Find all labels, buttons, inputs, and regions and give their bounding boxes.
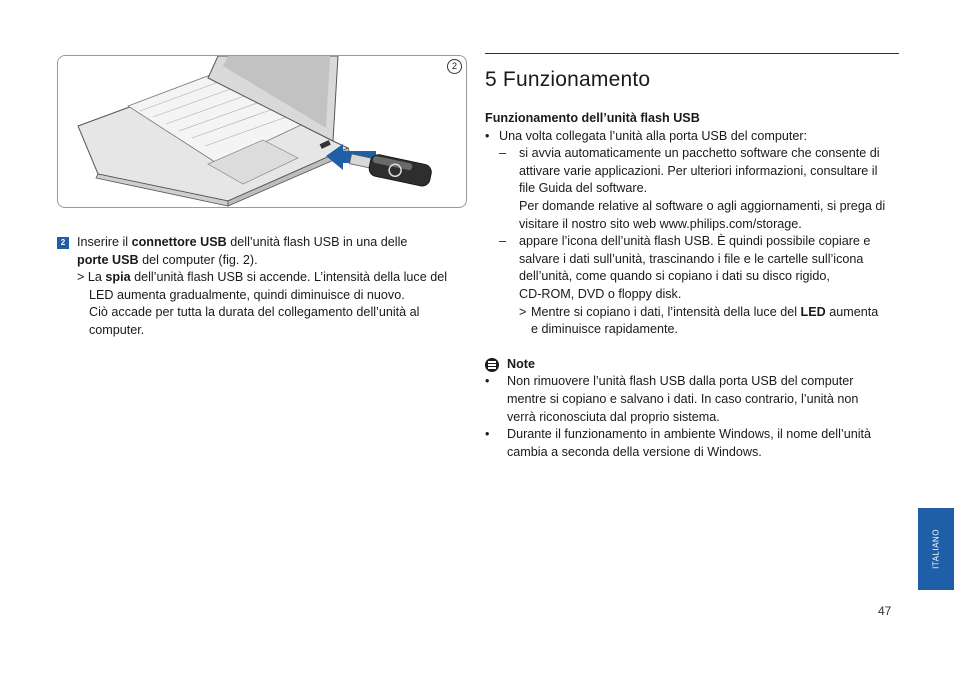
text: dell’unità flash USB si accende. L’intensità della luce del: [130, 270, 448, 285]
step-number-badge: 2: [57, 237, 69, 249]
text-bold: LED: [800, 304, 826, 319]
dash-text: salvare i dati sull’unità, trascinando i file e le cartelle sull’icona: [519, 251, 864, 266]
note-text: mentre si copiano e salvano i dati. In caso contrario, l’unità non: [507, 391, 859, 406]
dash-text: appare l’icona dell’unità flash USB. È quindi possibile copiare e: [519, 234, 871, 249]
language-side-tab: [918, 508, 954, 590]
bullet-item: [485, 128, 901, 146]
result-item: [485, 304, 901, 322]
text: aumenta: [825, 304, 879, 319]
text: Mentre si copiano i dati, l’intensità della luce del: [531, 304, 801, 319]
note-item-2: [485, 426, 901, 444]
step-paragraph: [57, 234, 467, 252]
result-line-3: Ciò accade per tutta la durata del collegamento dell’unità al: [89, 305, 420, 320]
result-text: e diminuisce rapidamente.: [531, 322, 679, 337]
note-text: Durante il funzionamento in ambiente Windows, il nome dell’unità: [507, 427, 872, 442]
note-text: Non rimuovere l’unità flash USB dalla porta USB del computer: [507, 374, 854, 389]
bullet-mark: •: [485, 374, 490, 389]
result-line-2: LED aumenta gradualmente, quindi diminuisce di nuovo.: [89, 287, 405, 302]
note-text: cambia a seconda della versione di Windows.: [507, 444, 762, 459]
result-text: [485, 304, 901, 322]
page-number: 47: [878, 604, 892, 618]
bullet-mark: •: [485, 128, 490, 143]
dash-item-2: [485, 233, 901, 251]
result-line-1: [57, 269, 467, 287]
note-text: verrà riconosciuta dal proprio sistema.: [507, 409, 720, 424]
dash-mark: –: [499, 146, 507, 161]
section-rule: [485, 53, 899, 54]
dash-mark: –: [499, 234, 507, 249]
result-mark: >: [519, 304, 527, 319]
text: del computer (fig. 2).: [138, 252, 258, 267]
figure-2-illustration: [57, 55, 467, 208]
bullet-text: Una volta collegata l’unità alla porta USB del computer:: [499, 128, 808, 143]
dash-text: attivare varie applicazioni. Per ulteriori informazioni, consultare il: [519, 163, 878, 178]
text-bold: spia: [105, 270, 131, 285]
note-item-1: [485, 373, 901, 391]
language-label: ITALIANO: [931, 529, 941, 569]
text-bold: connettore USB: [131, 235, 227, 249]
text-bold: porte USB: [77, 252, 139, 267]
dash-item-1: [485, 145, 901, 163]
note-title: Note: [507, 356, 535, 371]
dash-text: CD-ROM, DVD o floppy disk.: [519, 286, 682, 301]
step-paragraph-line2: [57, 252, 467, 270]
text: > La: [77, 270, 106, 285]
dash-text: dell’unità, come quando si copiano i dati su disco rigido,: [519, 269, 830, 284]
dash-text: Per domande relative al software o agli aggiornamenti, si prega di: [519, 198, 886, 213]
left-column-instructions: [57, 234, 467, 340]
subheading: Funzionamento dell’unità flash USB: [485, 111, 700, 125]
section-title: 5 Funzionamento: [485, 68, 651, 91]
laptop-usb-illustration: [58, 56, 466, 207]
text: Inserire il: [77, 235, 132, 249]
figure-number: 2: [447, 59, 462, 74]
note-icon: [485, 358, 499, 372]
dash-text: visitare il nostro sito web www.philips.com/storage.: [519, 216, 802, 231]
dash-text: file Guida del software.: [519, 181, 648, 196]
dash-text: si avvia automaticamente un pacchetto software che consente di: [519, 146, 880, 161]
note-heading: [485, 356, 901, 374]
bullet-mark: •: [485, 427, 490, 442]
right-column-content: [485, 110, 901, 461]
text: dell’unità flash USB in una delle: [226, 235, 408, 249]
result-line-4: computer.: [89, 322, 145, 337]
